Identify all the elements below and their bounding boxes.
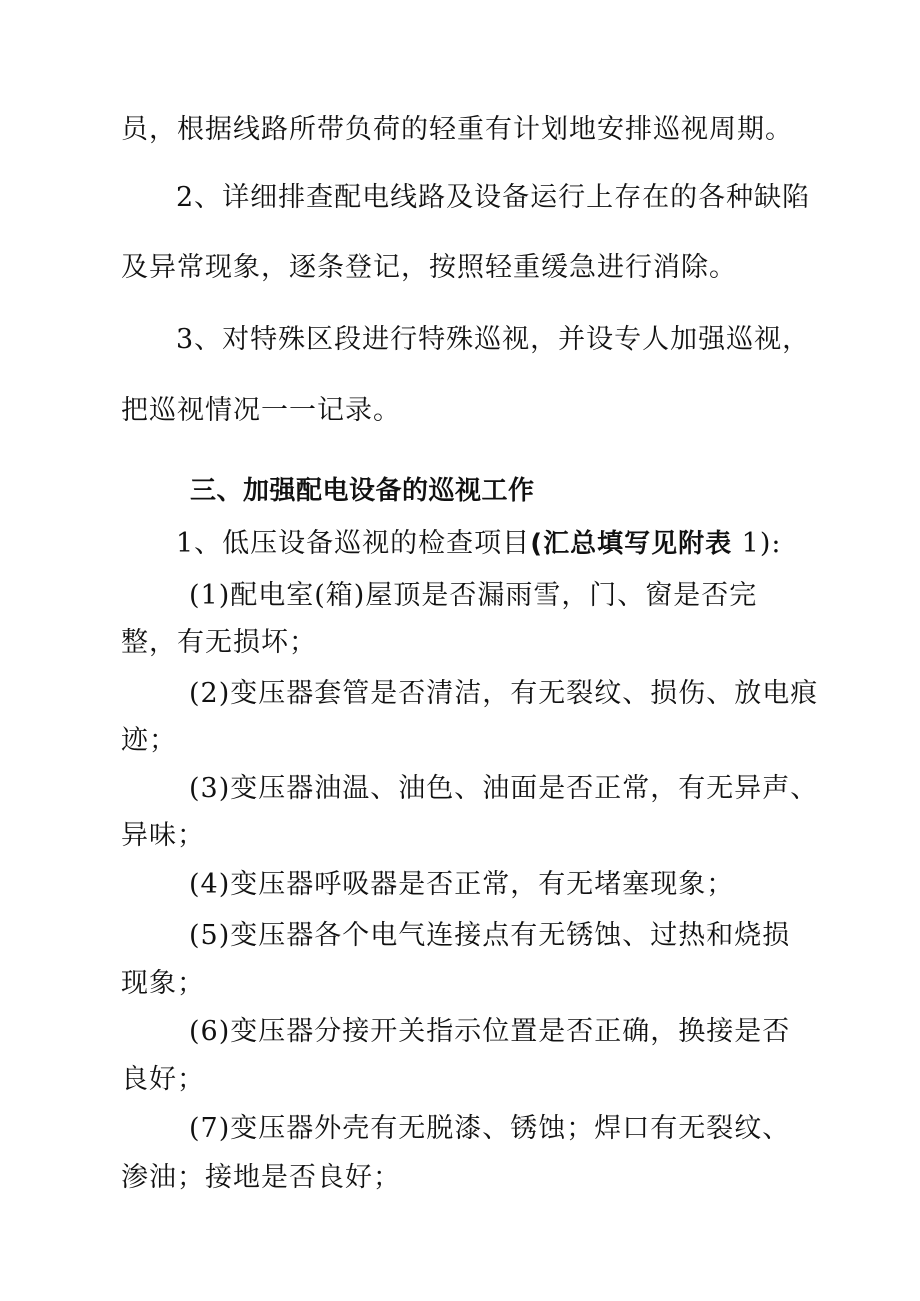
checklist-intro-note: (汇总填写见附表 <box>530 529 733 559</box>
paragraph-line: 3、对特殊区段进行特殊巡视，并设专人加强巡视， <box>176 324 811 355</box>
checklist-item: (2)变压器套管是否清洁，有无裂纹、损伤、放电痕 <box>189 678 819 709</box>
checklist-intro <box>176 526 781 562</box>
paragraph-line: 把巡视情况一一记录。 <box>121 395 401 426</box>
checklist-item-cont: 整，有无损坏； <box>121 627 317 658</box>
checklist-item: (3)变压器油温、油色、油面是否正常，有无异声、 <box>189 773 819 804</box>
checklist-intro-suffix: 1): <box>732 528 782 559</box>
checklist-item-cont: 迹； <box>121 725 177 756</box>
section-heading: 三、加强配电设备的巡视工作 <box>190 476 535 506</box>
paragraph-line: 及异常现象，逐条登记，按照轻重缓急进行消除。 <box>121 252 737 283</box>
checklist-item: (1)配电室(箱)屋顶是否漏雨雪，门、窗是否完 <box>189 580 758 611</box>
checklist-item: (5)变压器各个电气连接点有无锈蚀、过热和烧损 <box>189 920 791 951</box>
checklist-intro-text: 1、低压设备巡视的检查项目 <box>176 528 531 559</box>
checklist-item: (7)变压器外壳有无脱漆、锈蚀；焊口有无裂纹、 <box>189 1113 791 1144</box>
paragraph-line: 员，根据线路所带负荷的轻重有计划地安排巡视周期。 <box>121 114 793 145</box>
paragraph-line: 2、详细排查配电线路及设备运行上存在的各种缺陷 <box>176 182 811 213</box>
checklist-item-cont: 异味； <box>121 820 205 851</box>
checklist-item: (4)变压器呼吸器是否正常，有无堵塞现象； <box>189 869 735 900</box>
checklist-item-cont: 良好； <box>121 1064 205 1095</box>
checklist-item-cont: 现象； <box>121 968 205 999</box>
checklist-item-cont: 渗油；接地是否良好； <box>121 1162 401 1193</box>
checklist-item: (6)变压器分接开关指示位置是否正确，换接是否 <box>189 1016 791 1047</box>
